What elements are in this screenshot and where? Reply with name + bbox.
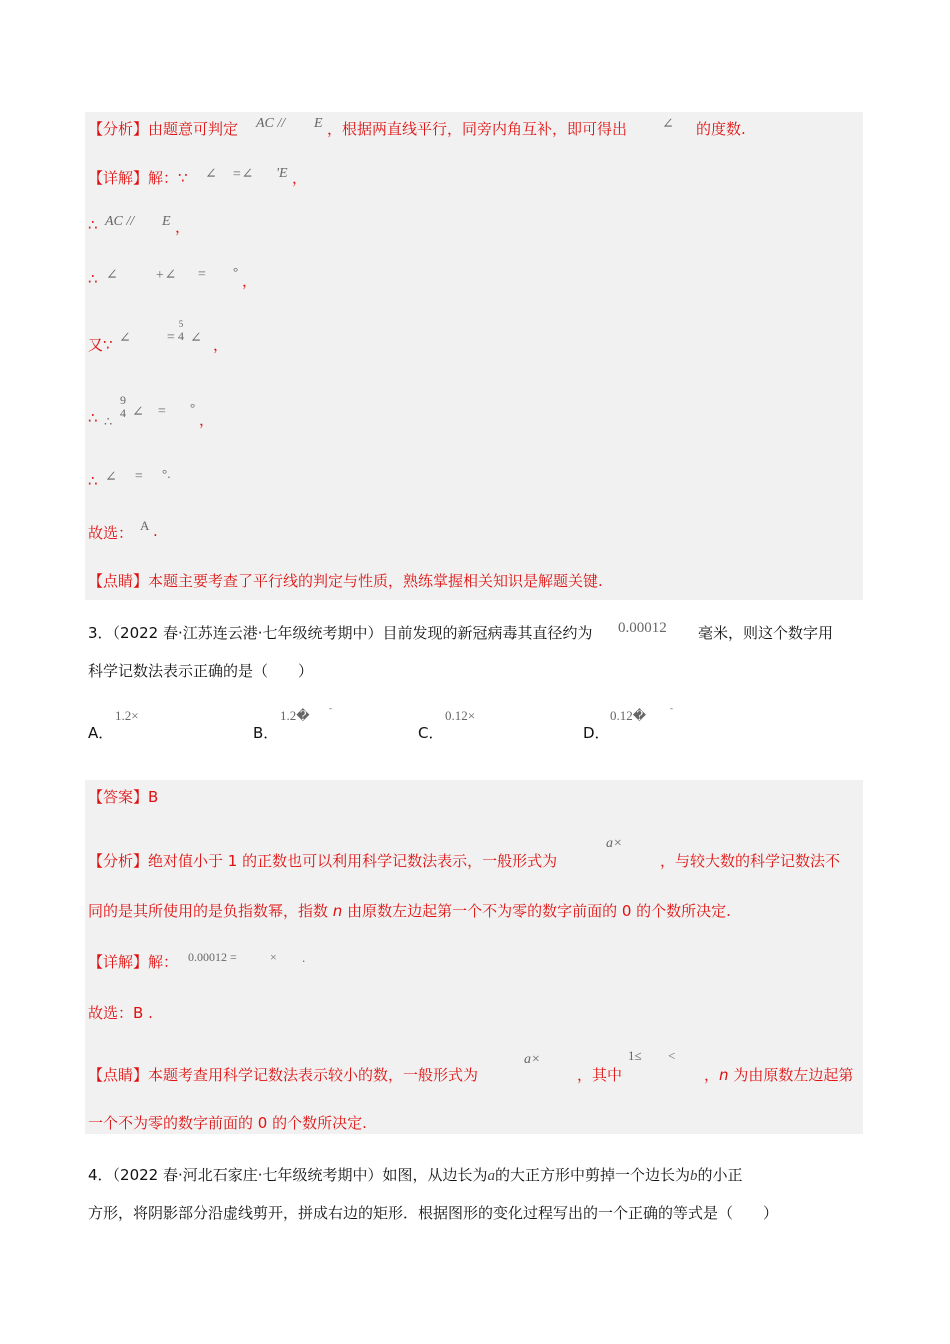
q3-option-d-sup: - xyxy=(670,703,673,713)
q3-option-b[interactable]: B． xyxy=(253,724,279,742)
prev-analysis-b: ，根据两直线平行，同旁内角互补，即可得出 xyxy=(327,120,628,138)
prev-step2-end: ， xyxy=(242,272,258,290)
prev-detail: 【详解】解：∵ xyxy=(88,169,188,187)
q3-answer: 【答案】B xyxy=(88,788,159,806)
prev-analysis-c: 的度数. xyxy=(696,120,746,138)
q4-stem-line2: 方形，将阴影部分沿虚线剪开，拼成右边的矩形．根据图形的变化过程写出的一个正确的等式是（ ） xyxy=(88,1204,779,1222)
q3-detail: 【详解】解： xyxy=(88,953,179,971)
q3-option-c-expr: 0.12× xyxy=(445,708,476,723)
prev-step2-m3: = xyxy=(197,267,207,282)
prev-step1-m2: E xyxy=(162,214,171,229)
prev-detail-end: ， xyxy=(292,169,308,187)
q3-option-a[interactable]: A． xyxy=(88,724,114,742)
prev-step3-m3: ∠ xyxy=(190,331,202,346)
prev-analysis-math3: ∠ xyxy=(662,117,674,132)
prev-analysis-math2: E xyxy=(314,116,323,131)
q3-comment-b: ，其中 xyxy=(577,1066,623,1084)
q3-analysis-line2: 同的是其所使用的是负指数幂，指数 n 由原数左边起第一个不为零的数字前面的 0 的个数所决定. xyxy=(88,902,731,920)
prev-step3-sym: 又∵ xyxy=(88,336,113,354)
prev-step1-end: ， xyxy=(175,218,191,236)
prev-step3-m2: = xyxy=(166,330,176,345)
prev-step5-m3: °. xyxy=(162,466,171,481)
q3-choice: 故选：B . xyxy=(88,1004,153,1022)
prev-step3-end: ， xyxy=(213,336,229,354)
q3-stem-tail: 毫米，则这个数字用 xyxy=(698,624,834,642)
q3-value: 0.00012 xyxy=(618,620,667,636)
prev-step4-m2: = xyxy=(157,404,167,419)
prev-analysis-math1: AC // xyxy=(256,116,286,131)
prev-step4-frac: 9 4 xyxy=(120,393,126,421)
prev-choice: 故选： xyxy=(88,524,134,542)
prev-step4-m1: ∠ xyxy=(132,405,144,420)
q3-comment-line1: 【点睛】本题考查用科学记数法表示较小的数，一般形式为 xyxy=(88,1066,479,1084)
q3-comment-math2: 1≤ xyxy=(628,1048,642,1063)
prev-detail-m2: =∠ xyxy=(232,167,254,182)
prev-step3-m1: ∠ xyxy=(119,331,131,346)
prev-choice-end: . xyxy=(153,522,158,540)
q3-option-b-expr: 1.2� xyxy=(280,708,310,723)
q3-detail-math2: × xyxy=(270,950,277,964)
prev-analysis: 【分析】由题意可判定 xyxy=(88,120,239,138)
prev-step1-sym: ∴ xyxy=(88,216,98,234)
prev-step3-frac: 5 4 xyxy=(178,319,184,344)
prev-detail-m3: 'E xyxy=(276,166,288,181)
prev-step1-m1: AC // xyxy=(105,214,135,229)
prev-step5-m2: = xyxy=(134,469,144,484)
prev-step2-m1: ∠ xyxy=(106,268,118,283)
q3-option-a-expr: 1.2× xyxy=(115,708,139,723)
q3-detail-math: 0.00012 = xyxy=(188,950,237,964)
q3-comment-math1: a× xyxy=(524,1052,541,1067)
prev-step4-sub: ∴ xyxy=(104,414,113,429)
prev-comment: 【点睛】本题主要考查了平行线的判定与性质，熟练掌握相关知识是解题关键. xyxy=(88,572,603,590)
prev-step4-end: ， xyxy=(199,411,215,429)
q3-analysis-b: ，与较大数的科学记数法不 xyxy=(660,852,841,870)
prev-step4-sym: ∴ xyxy=(88,409,98,427)
q3-stem-line1: 3．（2022 春·江苏连云港·七年级统考期中）目前发现的新冠病毒其直径约为 xyxy=(88,624,593,642)
q3-comment-line2: 一个不为零的数字前面的 0 的个数所决定. xyxy=(88,1114,367,1132)
q3-option-d-expr: 0.12� xyxy=(610,708,647,723)
q3-detail-end: . xyxy=(302,950,306,965)
prev-step5-m1: ∠ xyxy=(105,470,117,485)
q3-analysis-line1: 【分析】绝对值小于 1 的正数也可以利用科学记数法表示，一般形式为 xyxy=(88,852,558,870)
q3-comment-math3: < xyxy=(668,1048,676,1063)
q3-analysis-math: a× xyxy=(606,836,623,851)
solution-box-prev xyxy=(85,112,863,600)
prev-step5-sym: ∴ xyxy=(88,472,98,490)
prev-step2-m4: ° xyxy=(233,264,239,279)
prev-choice-val: A xyxy=(140,518,150,533)
prev-step2-sym: ∴ xyxy=(88,270,98,288)
prev-detail-m1: ∠ xyxy=(205,167,217,182)
q3-comment-c: ，n 为由原数左边起第 xyxy=(704,1066,854,1084)
q3-option-b-sup: - xyxy=(329,703,332,713)
q3-option-d[interactable]: D． xyxy=(583,724,610,742)
prev-step2-m2: +∠ xyxy=(155,268,177,283)
q3-option-c[interactable]: C． xyxy=(418,724,444,742)
q3-stem-line2: 科学记数法表示正确的是（ ） xyxy=(88,662,314,680)
prev-step4-m3: ° xyxy=(190,400,196,415)
q4-stem-line1: 4．（2022 春·河北石家庄·七年级统考期中）如图，从边长为a的大正方形中剪掉一个边长为b的小正 xyxy=(88,1166,743,1184)
